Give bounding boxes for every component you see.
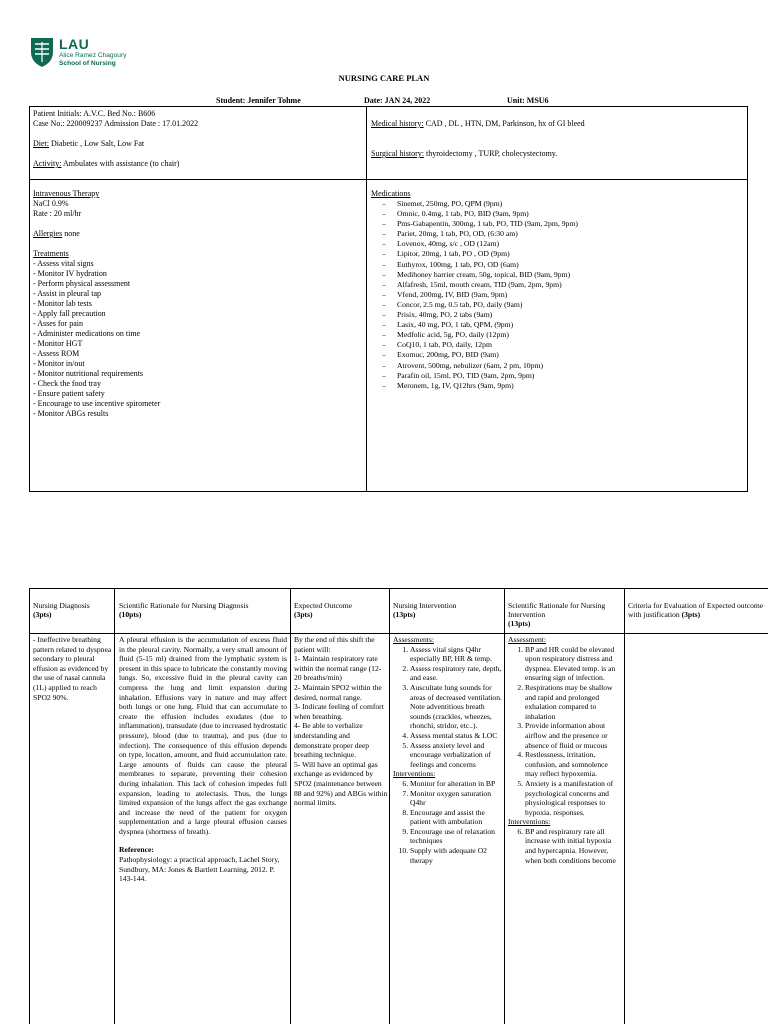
outcome-item: 1- Maintain respiratory rate within the normal range (12-20 breaths/min) bbox=[294, 654, 382, 683]
header-intervention-rationale: Scientific Rationale for Nursing Intervention (13pts) bbox=[508, 601, 606, 628]
list-item: 10. Supply with adequate O2 therapy bbox=[410, 846, 503, 865]
logo-subtitle-2: School of Nursing bbox=[59, 60, 116, 67]
dash-bullet-icon: – bbox=[382, 209, 386, 219]
list-item: 2. Respirations may be shallow and rapid and prolonged exhalation compared to inhalation bbox=[525, 683, 622, 721]
medication-item: – Euthyrox, 100mg, 1 tab, PO, OD (6am) bbox=[371, 260, 578, 270]
list-item: 1. BP and HR could be elevated upon respiratory distress and dyspnea. Elevated temp. is an ensuring sign of infection. bbox=[525, 645, 622, 683]
medication-item: – Pms-Gabapentin, 300mg, 1 tab, PO, TID (9am, 2pm, 9pm) bbox=[371, 219, 578, 229]
treatment-item: - Apply fall precaution bbox=[33, 309, 106, 318]
unit-value: MSU6 bbox=[526, 96, 549, 105]
medications-list bbox=[371, 199, 578, 391]
outcome-item: 5- Will have an optimal gas exchange as evidenced by SPO2 (maintenance between 88 and 92%) and ABGs within normal limits. bbox=[294, 759, 388, 808]
treatment-item: - Administer medications on time bbox=[33, 329, 141, 338]
dash-bullet-icon: – bbox=[382, 289, 386, 299]
header-expected-outcome: Expected Outcome (3pts) bbox=[294, 601, 352, 619]
patient-line-1: Patient Initials: A.V.C. Bed No.: B606 bbox=[33, 109, 156, 118]
dash-bullet-icon: – bbox=[382, 219, 386, 229]
rationale-interventions-list bbox=[508, 827, 622, 865]
iv-and-treatments bbox=[33, 189, 160, 419]
medication-item: – Lipitor, 20mg, 1 tab, PO , OD (9pm) bbox=[371, 249, 578, 259]
dash-bullet-icon: – bbox=[382, 360, 386, 370]
assessments-label: Assessments: bbox=[393, 635, 434, 644]
dash-bullet-icon: – bbox=[382, 310, 386, 320]
school-logo bbox=[29, 36, 149, 70]
medication-item: – Prisix, 40mg, PO, 2 tabs (9am) bbox=[371, 310, 578, 320]
patient-history bbox=[371, 119, 585, 159]
medication-item: – Lovenox, 40mg, s/c , OD (12am) bbox=[371, 239, 578, 249]
rationale-assessment-label: Assessment: bbox=[508, 635, 546, 644]
header-nursing-intervention: Nursing Intervention (13pts) bbox=[393, 601, 457, 619]
dash-bullet-icon: – bbox=[382, 340, 386, 350]
surgical-history-line: Surgical history: thyroidectomy , TURP, cholecystectomy. bbox=[371, 149, 558, 158]
outcome-intro: By the end of this shift the patient will: bbox=[294, 635, 375, 654]
treatments-list bbox=[33, 259, 160, 419]
document-title: NURSING CARE PLAN bbox=[338, 73, 430, 83]
list-item: 6. BP and respiratory rate all increase with initial hypoxia and hypercapnia. However, when both conditions become bbox=[525, 827, 622, 865]
student-label: Student: bbox=[216, 96, 246, 105]
student-name: Jennifer Tohme bbox=[247, 96, 301, 105]
dash-bullet-icon: – bbox=[382, 380, 386, 390]
list-item: 4. Restlessness, irritation, confusion, and somnolence may reflect hypoxemia. bbox=[525, 750, 622, 779]
list-item: 2. Assess respiratory rate, depth, and ease. bbox=[410, 664, 503, 683]
medication-item: – Pariet, 20mg, 1 tab, PO, OD, (6:30 am) bbox=[371, 229, 578, 239]
treatment-item: - Asses for pain bbox=[33, 319, 83, 328]
activity-line: Activity: Ambulates with assistance (to chair) bbox=[33, 159, 180, 168]
medication-item: – Medihoney barrier cream, 50g, topical, BID (9am, 9pm) bbox=[371, 270, 578, 280]
treatment-item: - Monitor in/out bbox=[33, 359, 85, 368]
dash-bullet-icon: – bbox=[382, 299, 386, 309]
rationale-interventions-label: Interventions: bbox=[508, 817, 551, 827]
treatments-label: Treatments bbox=[33, 249, 69, 258]
date-value: JAN 24, 2022 bbox=[384, 96, 431, 105]
assessments-list bbox=[393, 645, 503, 770]
interventions-label: Interventions: bbox=[393, 769, 436, 779]
rationale-assessment-list bbox=[508, 645, 622, 818]
treatment-item: - Monitor IV hydration bbox=[33, 269, 107, 278]
treatment-item: - Perform physical assessment bbox=[33, 279, 131, 288]
student-field bbox=[216, 96, 301, 105]
unit-field bbox=[507, 96, 549, 105]
medication-item: – Atrovent, 500mg, nebulizer (6am, 2 pm, 10pm) bbox=[371, 361, 578, 371]
dash-bullet-icon: – bbox=[382, 330, 386, 340]
header-nursing-diagnosis: Nursing Diagnosis (3pts) bbox=[33, 601, 90, 619]
rationale-cell: A pleural effusion is the accumulation of excess fluid in the pleural cavity. Normally, a very small amount of fluid (5-15 ml) drained from the lymphatic system is present in this space to lubricate the constantly moving lungs. So, excessive fluid in the pleural cavity can compress the lung and limit expansion during inhalation. Effusions vary in nature and may affect both lungs or one lung. Fluid that can accumulate to create the effusion includes exudates (due to inflammation), transudate (due to increased hydrostatic pressure), blood (due to trauma), and pus (due to infection). The consequence of this effusion depends on type, location, amount, and fluid accumulation rate. Large amounts of fluids can cause the pleural membranes to separate, preventing their cohesion during inhalation. This lack of cohesion impedes full expansion, leading to atelectasis. Thus, the lungs limited expansion of the lungs affect the gas exchange and increase the need of the patient for oxygen supplementation and a large pleural effusion causes dyspnea (shortness of breath). Reference: Pathophysiology: a practical approach, Lachel Story, Sundbury, MA: Jones & Bartlett Learning, 2012. P. 143-144. bbox=[119, 635, 287, 884]
treatment-item: - Monitor HGT bbox=[33, 339, 83, 348]
medication-item: – Sinemet, 250mg, PO, QPM (9pm) bbox=[371, 199, 578, 209]
outcome-item: 3- Indicate feeling of comfort when breathing. bbox=[294, 702, 384, 721]
medication-item: – Exomuc, 200mg, PO, BID (9am) bbox=[371, 350, 578, 360]
medication-item: – Meronem, 1g, IV, Q12hrs (9am, 9pm) bbox=[371, 381, 578, 391]
interventions-list bbox=[393, 779, 503, 865]
list-item: 5. Anxiety is a manifestation of psychological concerns and physiological responses to hypoxia. responses. bbox=[525, 779, 622, 817]
outcome-cell bbox=[294, 635, 388, 808]
medication-item: – Medfolic acid, 5g, PO, daily (12pm) bbox=[371, 330, 578, 340]
treatment-item: - Assist in pleural tap bbox=[33, 289, 101, 298]
treatment-item: - Ensure patient safety bbox=[33, 389, 105, 398]
date-label: Date: bbox=[364, 96, 383, 105]
header-evaluation-criteria: Criteria for Evaluation of Expected outcome with justification (3pts) bbox=[628, 601, 764, 619]
list-item: 3. Provide information about airflow and the presence or absence of fluid or mucous bbox=[525, 721, 622, 750]
outcome-item: 2- Maintain SPO2 within the desired, normal range. bbox=[294, 682, 382, 702]
care-plan-table bbox=[29, 588, 768, 1024]
allergies-line: Allergies none bbox=[33, 229, 80, 238]
medication-item: – Lasix, 40 mg, PO, 1 tab, QPM, (9pm) bbox=[371, 320, 578, 330]
list-item: 3. Auscultate lung sounds for areas of decreased ventilation. Note adventitious breath sounds (crackles, wheezes, rhonchi, stridor, etc..). bbox=[410, 683, 503, 731]
dash-bullet-icon: – bbox=[382, 279, 386, 289]
patient-info-box bbox=[29, 106, 748, 492]
diagnosis-text: - Ineffective breathing pattern related to dyspnea secondary to pleural effusion as evidenced by the use of nasal cannula (1L) applied to reach SPO2 90%. bbox=[33, 635, 112, 702]
col-evaluation-criteria bbox=[625, 589, 768, 1024]
box-divider-horizontal bbox=[30, 179, 747, 180]
box-divider-vertical bbox=[366, 107, 367, 491]
medication-item: – CoQ10, 1 tab, PO, daily, 12pm bbox=[371, 340, 578, 350]
dash-bullet-icon: – bbox=[382, 249, 386, 259]
lau-shield-icon bbox=[29, 36, 55, 68]
list-item: 6. Monitor for alteration in BP bbox=[410, 779, 503, 789]
treatment-item: - Monitor nutritional requirements bbox=[33, 369, 143, 378]
dash-bullet-icon: – bbox=[382, 350, 386, 360]
treatment-item: - Assess vital signs bbox=[33, 259, 94, 268]
patient-identification bbox=[33, 109, 198, 169]
treatment-item: - Encourage to use incentive spirometer bbox=[33, 399, 161, 408]
date-field bbox=[364, 96, 430, 105]
dash-bullet-icon: – bbox=[382, 199, 386, 208]
treatment-item: - Monitor ABGs results bbox=[33, 409, 109, 418]
dash-bullet-icon: – bbox=[382, 259, 386, 269]
list-item: 7. Monitor oxygen saturation Q4hr bbox=[410, 789, 503, 808]
list-item: 1. Assess vital signs Q4hr especially BP, HR & temp. bbox=[410, 645, 503, 664]
treatment-item: - Monitor lab tests bbox=[33, 299, 92, 308]
reference-label: Reference bbox=[119, 845, 152, 855]
header-row-divider bbox=[30, 633, 768, 634]
medical-history-line: Medical history: CAD , DL , HTN, DM, Parkinson, hx of GI bleed bbox=[371, 119, 585, 128]
iv-label: Intravenous Therapy bbox=[33, 189, 100, 198]
medication-item: – Concor, 2.5 mg, 0.5 tab, PO, daily (9am) bbox=[371, 300, 578, 310]
medication-item: – Omnic, 0.4mg, 1 tab, PO, BID (9am, 9pm) bbox=[371, 209, 578, 219]
medications-label: Medications bbox=[371, 189, 411, 198]
reference-text: Pathophysiology: a practical approach, Lachel Story, Sundbury, MA: Jones & Bartlett Learning, 2012. P. 143-144. bbox=[119, 855, 280, 884]
list-item: 5. Assess anxiety level and encourage verbalization of feelings and concerns bbox=[410, 741, 503, 770]
rationale-text: A pleural effusion is the accumulation of excess fluid in the pleural cavity. Normally, a very small amount of fluid (5-15 ml) drained from the lymphatic system is present in this space to lubricate the constantly moving lungs. So, excessive fluid in the pleural cavity can compress the lung and limit expansion during inhalation. Effusions vary in nature and may affect both lungs or one lung. Fluid that can accumulate to create the effusion includes exudates (due to inflammation), transudate (due to increased hydrostatic pressure), blood (due to trauma), and pus (due to infection). The consequence of this effusion depends on type, location, amount, and fluid accumulation rate. Large amounts of fluids can cause the pleural membranes to separate, preventing their cohesion during inhalation. This lack of cohesion impedes full expansion, leading to atelectasis. Thus, the lungs limited expansion of the lungs affect the gas exchange and increase the need of the patient for oxygen supplementation and a large pleural effusion causes dyspnea (shortness of breath). bbox=[119, 635, 287, 836]
dash-bullet-icon: – bbox=[382, 320, 386, 330]
medication-item: – Vfend, 200mg, IV, BID (9am, 9pm) bbox=[371, 290, 578, 300]
treatment-item: - Assess ROM bbox=[33, 349, 80, 358]
list-item: 4. Assess mental status & LOC bbox=[410, 731, 503, 741]
dash-bullet-icon: – bbox=[382, 229, 386, 239]
list-item: 8. Encourage and assist the patient with ambulation bbox=[410, 808, 503, 827]
list-item: 9. Encourage use of relaxation techniques bbox=[410, 827, 503, 846]
intervention-rationale-cell bbox=[508, 635, 622, 865]
outcome-list bbox=[294, 654, 388, 808]
iv-solution: NaCl 0.9% bbox=[33, 199, 69, 208]
diet-line: Diet: Diabetic , Low Salt, Low Fat bbox=[33, 139, 145, 148]
patient-line-2: Case No.: 220009237 Admission Date : 17.01.2022 bbox=[33, 119, 199, 128]
iv-rate: Rate : 20 ml/hr bbox=[33, 209, 82, 218]
logo-subtitle-1: Alice Ramez Chagoury bbox=[59, 52, 127, 59]
header-scientific-rationale: Scientific Rationale for Nursing Diagnosis (10pts) bbox=[119, 601, 249, 619]
medication-item: – Parafin oil, 15ml, PO, TID (9am, 2pm, 9pm) bbox=[371, 371, 578, 381]
dash-bullet-icon: – bbox=[382, 239, 386, 249]
dash-bullet-icon: – bbox=[382, 269, 386, 279]
dash-bullet-icon: – bbox=[382, 370, 386, 380]
medication-item: – Alfafresh, 15ml, mouth cream, TID (9am, 2pm, 9pm) bbox=[371, 280, 578, 290]
treatment-item: - Check the food tray bbox=[33, 379, 101, 388]
intervention-cell bbox=[393, 635, 503, 865]
logo-brand: LAU bbox=[59, 36, 90, 52]
unit-label: Unit: bbox=[507, 96, 525, 105]
outcome-item: 4- Be able to verbalize understanding and demonstrate proper deep breathing technique. bbox=[294, 721, 370, 760]
